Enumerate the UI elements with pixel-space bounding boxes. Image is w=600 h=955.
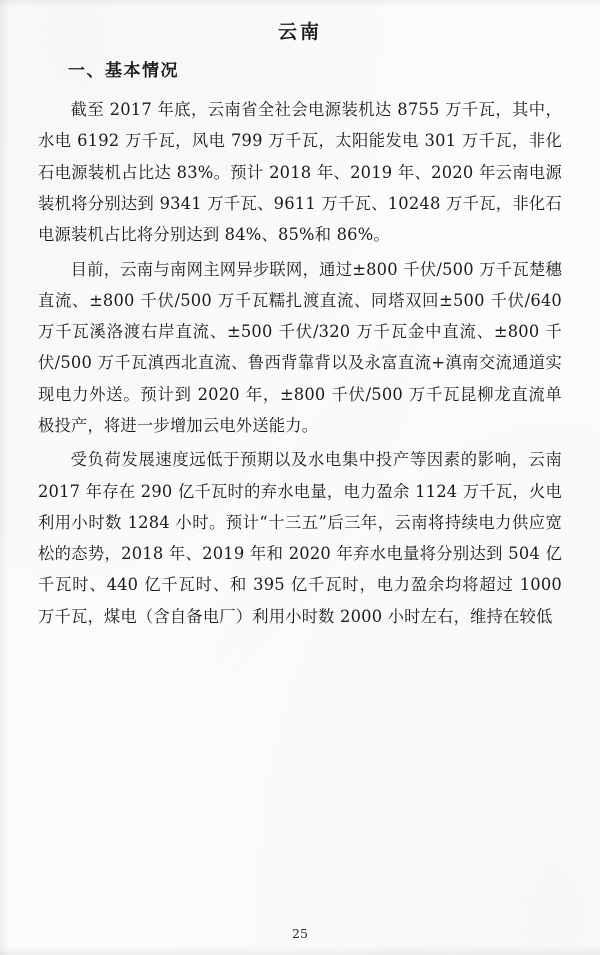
scan-edge-shade-bottom: [0, 945, 600, 955]
page-title: 云南: [277, 21, 322, 43]
scan-edge-shade-left: [0, 0, 10, 955]
page-number: 25: [292, 926, 308, 941]
scan-edge-shade-top: [0, 0, 600, 8]
body-paragraph-1: 截至 2017 年底，云南省全社会电源装机达 8755 万千瓦，其中，水电 6192 万千瓦，风电 799 万千瓦，太阳能发电 301 万千瓦，非化石电源装机占比达 83%。预计 2018 年、2019 年、2020 年云南电源装机将分别达到 9341 万千瓦、9611 万千瓦、10248 万千瓦，非化石电源装机占比将分别达到 84%、85%和 86%。: [38, 100, 562, 245]
body-paragraph-3: 受负荷发展速度远低于预期以及水电集中投产等因素的影响，云南 2017 年存在 290 亿千瓦时的弃水电量，电力盈余 1124 万千瓦，火电利用小时数 1284 小时。预计“十三五”后三年，云南将持续电力供应宽松的态势，2018 年、2019 年和 2020 年弃水电量将分别达到 504 亿千瓦时、440 亿千瓦时、和 395 亿千瓦时，电力盈余均将超过 1000 万千瓦，煤电（含自备电厂）利用小时数 2000 小时左右，维持在较低: [38, 450, 562, 626]
section-heading: 一、基本情况: [68, 60, 179, 81]
body-paragraph-2: 目前，云南与南网主网异步联网，通过±800 千伏/500 万千瓦楚穗直流、±800 千伏/500 万千瓦糯扎渡直流、同塔双回±500 千伏/640 万千瓦溪洛渡右岸直流、±500 千伏/320 万千瓦金中直流、±800 千伏/500 万千瓦滇西北直流、鲁西背靠背以及永富直流+滇南交流通道实现电力外送。预计到 2020 年，±800 千伏/500 万千瓦昆柳龙直流单极投产，将进一步增加云电外送能力。: [38, 259, 562, 435]
